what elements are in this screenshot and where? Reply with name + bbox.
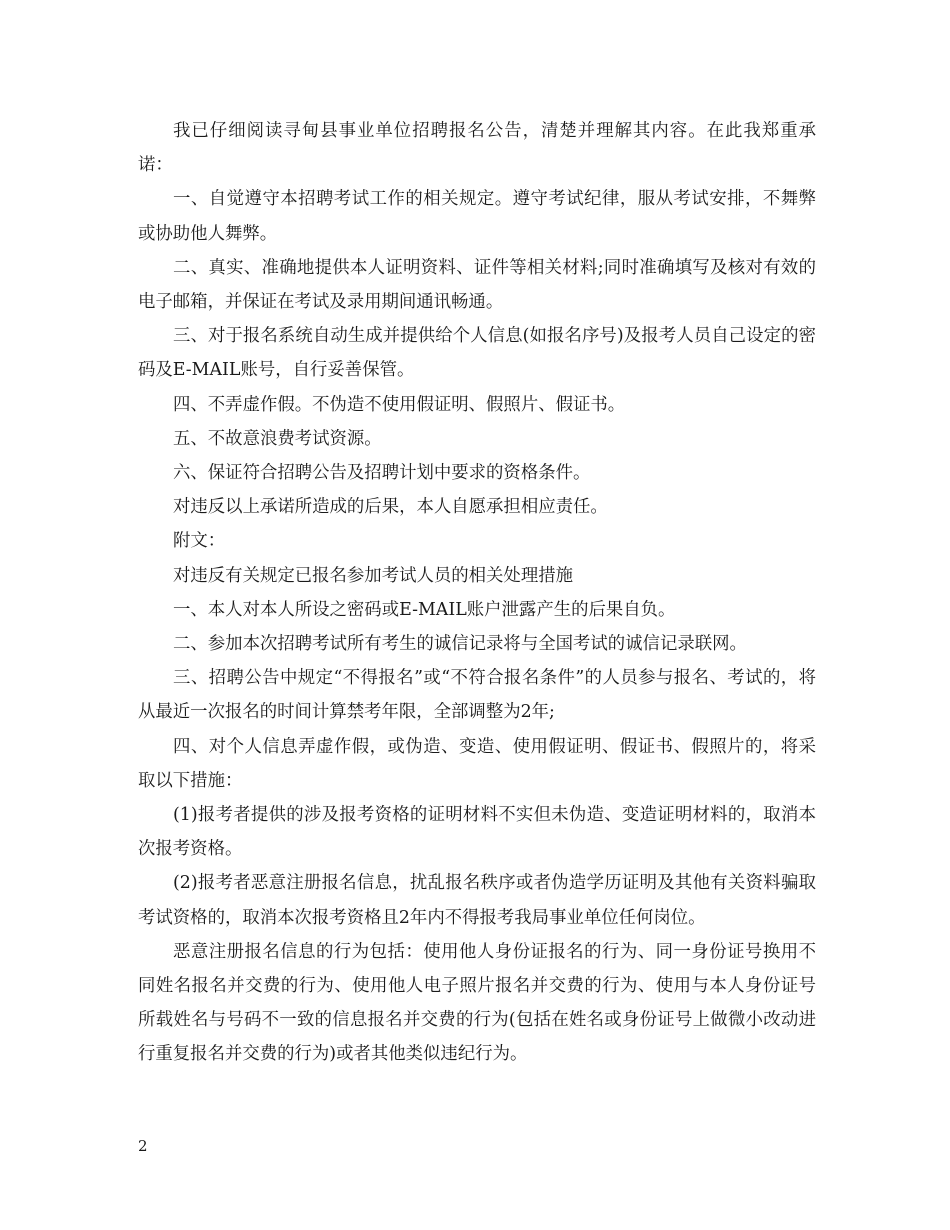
paragraph-pledge-item-5: 五、不故意浪费考试资源。 [173,428,382,449]
paragraph-appendix-title: 对违反有关规定已报名参加考试人员的相关处理措施 [173,565,573,586]
paragraph-appendix-label: 附文： [173,531,226,552]
paragraph-pledge-item-3: 三、对于报名系统自动生成并提供给个人信息(如报名序号)及报考人员自己设定的密码及E-MAIL账号，自行妥善保管。 [138,326,816,381]
paragraph-measure-2: 二、参加本次招聘考试所有考生的诚信记录将与全国考试的诚信记录联网。 [173,634,747,655]
paragraph-pledge-item-1: 一、自觉遵守本招聘考试工作的相关规定。遵守考试纪律，服从考试安排，不舞弊或协助他人舞弊。 [138,189,816,244]
paragraph-measure-4-sub-1: (1)报考者提供的涉及报考资格的证明材料不实但未伪造、变造证明材料的，取消本次报考资格。 [138,805,816,860]
paragraph-malicious-registration-definition: 恶意注册报名信息的行为包括：使用他人身份证报名的行为、同一身份证号换用不同姓名报名并交费的行为、使用他人电子照片报名并交费的行为、使用与本人身份证号所载姓名与号码不一致的信息报名并交费的行为(包括在姓名或身份证号上做微小改动进行重复报名并交费的行为)或者其他类似违纪行为。 [138,941,816,1065]
document-body [138,114,816,1072]
paragraph-measure-4: 四、对个人信息弄虚作假，或伪造、变造、使用假证明、假证书、假照片的，将采取以下措施： [138,736,816,791]
paragraph-pledge-item-6: 六、保证符合招聘公告及招聘计划中要求的资格条件。 [173,463,591,484]
paragraph-responsibility: 对违反以上承诺所造成的后果，本人自愿承担相应责任。 [173,497,608,518]
paragraph-pledge-intro: 我已仔细阅读寻甸县事业单位招聘报名公告，清楚并理解其内容。在此我郑重承诺： [138,121,816,176]
page-number: 2 [138,1137,148,1155]
paragraph-measure-3: 三、招聘公告中规定“不得报名”或“不符合报名条件”的人员参与报名、考试的，将从最近一次报名的时间计算禁考年限，全部调整为2年; [138,668,816,723]
paragraph-pledge-item-4: 四、不弄虚作假。不伪造不使用假证明、假照片、假证书。 [173,394,626,415]
paragraph-pledge-item-2: 二、真实、准确地提供本人证明资料、证件等相关材料;同时准确填写及核对有效的电子邮箱，并保证在考试及录用期间通讯畅通。 [138,257,816,313]
paragraph-measure-1: 一、本人对本人所设之密码或E-MAIL账户泄露产生的后果自负。 [173,599,676,620]
paragraph-measure-4-sub-2: (2)报考者恶意注册报名信息，扰乱报名秩序或者伪造学历证明及其他有关资料骗取考试资格的，取消本次报考资格且2年内不得报考我局事业单位任何岗位。 [138,873,816,928]
